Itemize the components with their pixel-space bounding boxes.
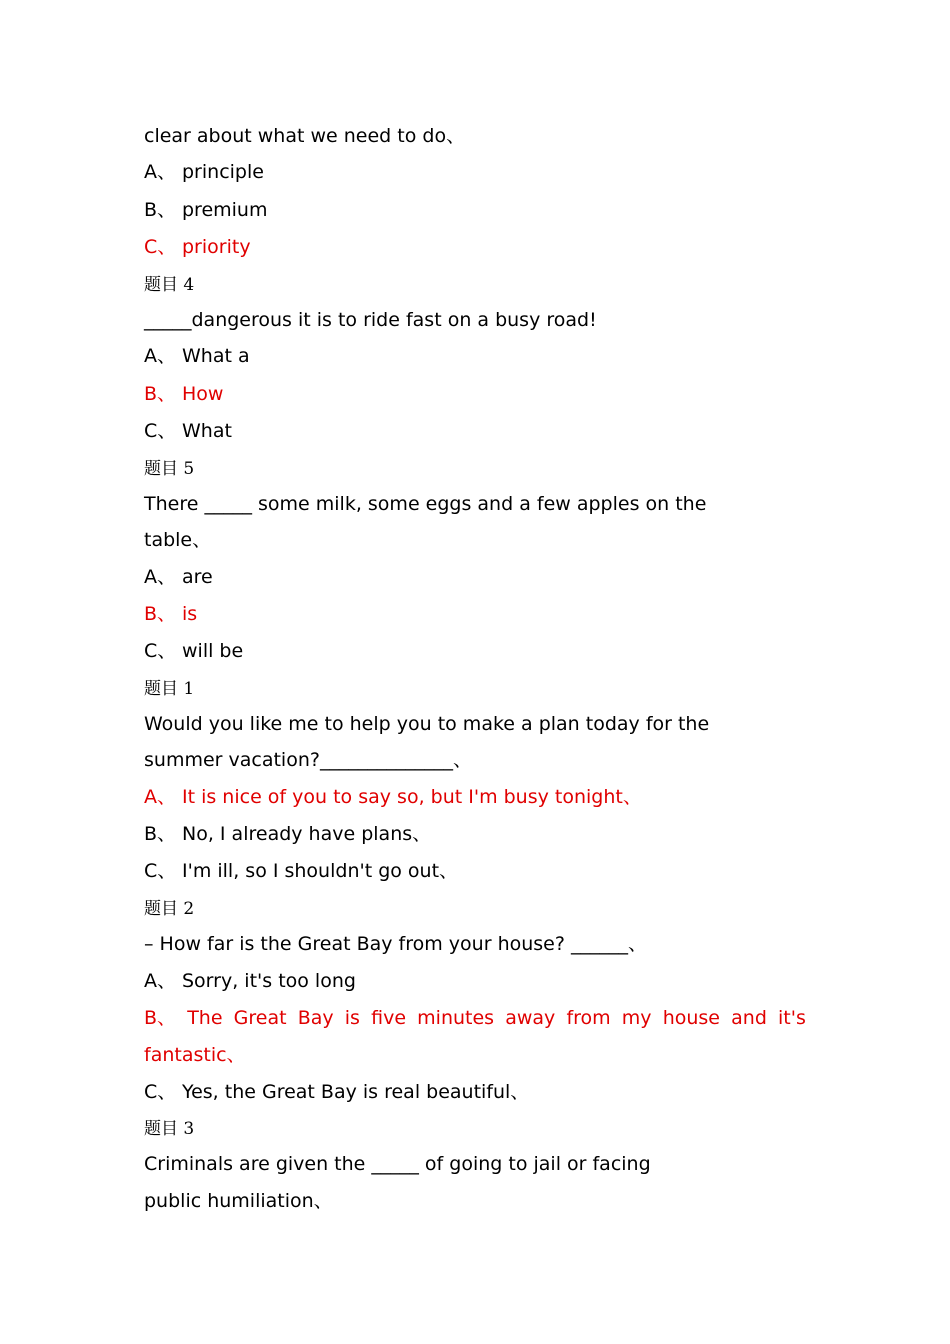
option-text: Yes, the Great Bay is real beautiful、: [182, 1081, 530, 1103]
option-text: No, I already have plans、: [182, 823, 432, 845]
option-word: my: [621, 1007, 652, 1029]
option-word: five: [371, 1007, 407, 1029]
option-text: priority: [182, 236, 251, 258]
option-text: will be: [182, 640, 244, 662]
option-label: A、: [144, 786, 176, 808]
option-text: Sorry, it's too long: [182, 970, 356, 992]
option-label: C、: [144, 1081, 177, 1103]
option-c: [144, 1080, 529, 1104]
option-c: [144, 859, 458, 883]
option-word: The: [187, 1007, 223, 1029]
option-text: principle: [182, 161, 264, 183]
option-label: B、: [144, 199, 177, 221]
option-a-correct: [144, 785, 642, 809]
option-label: A、: [144, 345, 176, 367]
option-text: How: [182, 383, 224, 405]
question-text: Would you like me to help you to make a plan today for the: [144, 713, 710, 735]
option-a: [144, 344, 250, 368]
option-text: What: [182, 420, 232, 442]
option-b-correct: [144, 1006, 806, 1030]
option-word: away: [505, 1007, 556, 1029]
question-heading: 题目 5: [144, 459, 195, 479]
option-label: B、: [144, 823, 177, 845]
question-heading: 题目 2: [144, 899, 195, 919]
option-b-continuation: fantastic、: [144, 1044, 246, 1066]
option-label: A、: [144, 566, 176, 588]
question-heading: 题目 3: [144, 1119, 195, 1139]
option-c-correct: [144, 235, 251, 259]
question-heading: 题目 1: [144, 679, 195, 699]
option-label: C、: [144, 860, 177, 882]
option-text: premium: [182, 199, 268, 221]
option-text: It is nice of you to say so, but I'm busy tonight、: [182, 786, 642, 808]
option-text: What a: [182, 345, 250, 367]
option-b-correct: [144, 382, 223, 406]
question-text: _____dangerous it is to ride fast on a busy road!: [144, 309, 597, 331]
option-a: [144, 969, 356, 993]
option-c: [144, 419, 232, 443]
question-text: clear about what we need to do、: [144, 125, 466, 147]
option-word: Great: [233, 1007, 287, 1029]
option-b-correct: [144, 602, 197, 626]
option-a: [144, 565, 213, 589]
option-label: C、: [144, 236, 177, 258]
question-text: table、: [144, 529, 212, 551]
option-label: A、: [144, 970, 176, 992]
option-text: I'm ill, so I shouldn't go out、: [182, 860, 459, 882]
option-text: is: [182, 603, 198, 625]
option-word: house: [662, 1007, 720, 1029]
option-label: C、: [144, 420, 177, 442]
question-heading: 题目 4: [144, 275, 195, 295]
question-text: – How far is the Great Bay from your house? ______、: [144, 933, 647, 955]
question-text: summer vacation?______________、: [144, 749, 472, 771]
question-text: There _____ some milk, some eggs and a few apples on the: [144, 493, 707, 515]
option-label: C、: [144, 640, 177, 662]
option-label: B、: [144, 1007, 177, 1029]
option-label: B、: [144, 383, 177, 405]
option-label: A、: [144, 161, 176, 183]
option-word: Bay: [297, 1007, 334, 1029]
option-word: it's: [778, 1007, 806, 1029]
question-text: public humiliation、: [144, 1190, 333, 1212]
option-label: B、: [144, 603, 177, 625]
option-word: is: [344, 1007, 360, 1029]
option-b: [144, 822, 431, 846]
option-a: [144, 160, 264, 184]
option-word: minutes: [417, 1007, 495, 1029]
option-c: [144, 639, 243, 663]
question-text: Criminals are given the _____ of going to jail or facing: [144, 1153, 651, 1175]
option-text: are: [182, 566, 213, 588]
option-b: [144, 198, 267, 222]
option-word: from: [566, 1007, 611, 1029]
option-word: and: [731, 1007, 767, 1029]
